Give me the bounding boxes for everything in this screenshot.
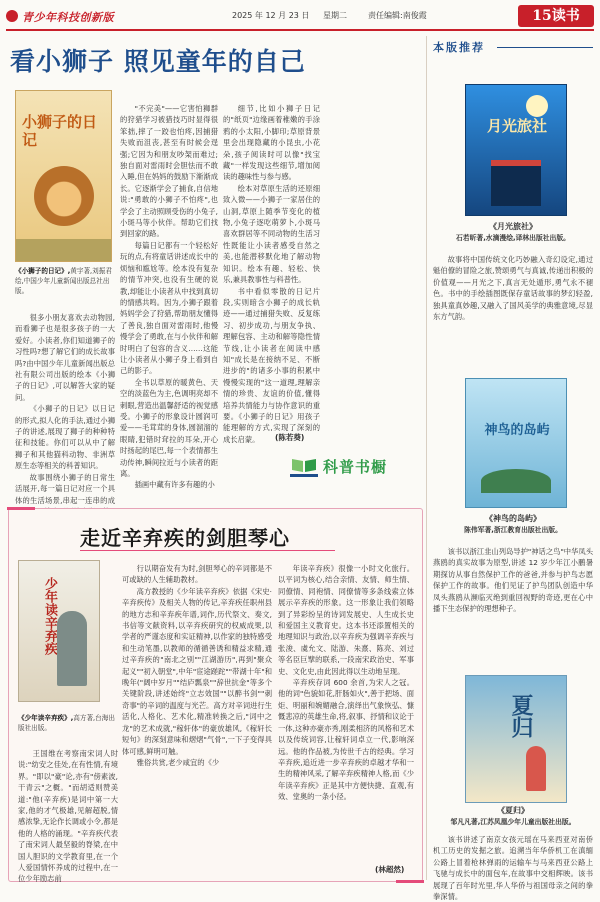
paragraph: 行以期奋发有为时,剑胆琴心的辛词都是不可或缺的人生辅助教材。 [122,564,272,585]
paragraph: 该书讲述了南京女孩元瑶在马来西亚对南侨机工历史的发掘之旅。追溯当年华侨机工在滇缅公路上冒着枪林弹雨的运输车与马来西亚公路上飞驰与成长中的面包车,在故事中交相辉映。该书展现了百年时光里,华人华侨与祖国母亲之间的拳拳深情。 [433,835,593,902]
book-cover-lion-diary [15,90,112,262]
cover-title: 夏归 [508,694,534,738]
paragraph: 绘本对草原生活的还原细致入微——小狮子一家居住的山洞,草原上随季节变化的植物,小兔子逐吃萌萝卜,小斑马喜欢群居等不同动物的生活习性既能让小读者感受自然之美,也能潜移默化地了解动物知识。绘本有趣、轻松、快乐,兼具教事性与科普性。 [223,183,320,285]
book1-caption [433,222,593,243]
cover-title: 小狮子的日记 [22,113,98,149]
book1-title: 《月光旅社》 [489,222,537,231]
open-book-icon [290,458,318,477]
sidebar-heading-bar [433,38,593,56]
paragraph: 每篇日记都有一个轻松好玩的点,有将童话讲述成长中的烦恼和尴尬等。绘本没有复杂的情节冲突,也没有生硬的说教,却能让小读者从中找到真切的情感共鸣。因为,小狮子跟着妈妈学会了狩猎,帮助朋友懂得了善良,独自面对雷雨时,他慢慢学会了勇敢,在与小伙伴和解时明白了包容的含义……这能让小读者从小狮子身上看到自己的影子。 [120,240,218,376]
paragraph: "不完美"——它害怕狮群的狩猎学习被猎技巧时显得很笨拙,摔了一跤也怕疼,因捕猎失败而沮丧,甚至有时候会逞强;它因为和朋友吵架而难过;独自面对雷雨时会胆怯而不敢入睡,但在妈妈的鼓励下渐渐成长。它逐渐学会了捕食,自信地说:"勇敢的小狮子不怕疼",也学会了主动照顾受伤的小兔子,小斑马等小伙伴。帮助它们找到回家的路。 [120,104,218,239]
paragraph: 王国维在考察南宋词人时说:"幼安之佳处,在有性情,有境界。"即以"豪"论,亦有"傍素波,干青云"之概。"而胡适则赞美道:"他(辛弃疾)是词中第一大家,他的才气极雄,见解超脱,情感浓挚,无论作长调或小令,都是他的人格的涌现。"辛弃疾代表了南宋词人最坚毅的脊梁,在中国人胆识的文学教育里,在一个人爱国情怀养成的过程中,在一位少年励志前 [18,749,118,884]
frame-corner-right [396,880,424,883]
brand-logo-icon [6,10,18,22]
issue-weekday: 星期二 [323,11,347,20]
book3-title: 《夏归》 [497,806,529,815]
lion-illustration-icon [34,166,94,226]
headline-underline [80,550,335,551]
masthead [0,0,600,34]
frame-corner-left [7,507,35,510]
paragraph: 书中看似零散的日记片段,实则暗含小狮子的成长轨迹——通过捕猎失败、反复练习、初步成功,与朋友争执、理解包容、主动和解等隐性情节线,让小读者在阅读中感知"成长是在接纳不足、不断进步的"的诸多小事的积累中慢慢实现的"这一道理,理解亲情的珍贵、友谊的价值,懂得培养共情能力与协作意识的重要。《小狮子的日记》用孩子能理解的方式,实现了深刻的成长启蒙。 [223,286,320,444]
scholar-figure-icon [57,611,87,686]
section-logo-label: 科普书橱 [323,458,388,476]
paragraph: 故事围绕小狮子的日常生活展开,每一篇日记对应一个具体的生活场景,串起一连串的成 [15,472,115,505]
cover-title: 神鸟的岛屿 [484,423,550,438]
heading-rule [497,47,593,48]
article2-headline: 走近辛弃疾的剑胆琴心 [80,526,290,550]
paragraph: 细节,比如小狮子日记的"纸页"边缘画着稚嫩的手涂鸦的小太阳,小脚印;草原背景里会出现隐藏的小昆虫,小花朵,孩子阅读时可以像"找宝藏"一样发现这些细节,增加阅读的趣味性与参与感。 [223,104,320,182]
article2-column-2 [122,563,272,876]
cover-title: 月光旅社 [486,117,547,135]
inn-building-icon [491,160,541,206]
book-cover-xin-qiji [18,560,100,702]
island-icon [481,469,551,493]
section-brand: 青少年科技创新版 [22,11,114,24]
book3-description [433,834,593,902]
article2-caption [18,713,118,733]
article2-author: (林超然) [375,865,405,874]
book2-description [433,546,593,668]
grass-strip [16,239,111,261]
caption-credits: 黄宇著,刘振君绘,中国少年儿童新闻出版总社出版。 [15,267,112,295]
article2-column-1 [18,748,118,884]
book2-title: 《神鸟的岛屿》 [485,514,541,523]
article2-column-3 [278,563,414,863]
book-cover-divine-bird-island [465,378,567,508]
paragraph: 辛弃疾存词 600 余首,为宋人之冠。他的词"色貌如花,肝肠如火",善于把场、面炬、明丽和婉媚融合,演绎出气象恢弘、慷慨悲凉的英雄生命,将,叙事、抒情和议论于一体,这种亦豪亦秀,刚柔相济的风格和艺术以及传统词容,让稼轩词卓立一代,影响深远。他的作品被,为传世千古的经典。学习辛弃疾,追近进一步辛弃疾的卓越才华和一生的精神风采,了解辛弃疾精神人格,而《少年读辛弃疾》正是其中方便快捷、直观,有效、堂奥的一条小径。 [278,678,414,802]
paragraph: 该书以浙江韭山列岛导护"神话之鸟"中华凤头燕鸥的真实故事为原型,讲述 12 岁少年江小鹏暑期探访从事自然保护工作的爸爸,并参与护鸟志愿保护工作的故事。他们见证了护鸟团队创造中华凤头燕鸥从濒临灭绝到重回视野的奇迹,更在心中播下生态保护的理想种子。 [433,547,593,614]
paragraph: 很多小朋友喜欢去动物园,而看狮子也是很多孩子的一大爱好。小读者,你们知道狮子的习性吗?想了解它们的成长故事吗?由中国少年儿童新闻出版总社有限公司出版的绘本《小狮子的日记》,可以解答大家的疑问。 [15,313,115,402]
issue-date: 2025 年 12 月 23 日 [232,11,310,20]
book1-authors: 石若昕著,水滴漫绘,译林出版社出版。 [456,233,570,242]
article1-column-2 [120,103,218,491]
cover-title: 少年读辛弃疾 [42,577,57,655]
book2-caption [433,514,593,535]
sidebar-divider [426,36,427,880]
book-cover-summer-return [465,675,567,803]
article1-caption [15,266,115,296]
paragraph: 年读辛弃疾》很像一小时文化旅行。以平词为核心,结合亲情、友情、师生情、同僚情、同袍情、同僚情等多条线索立体展示辛弃疾的形象。这一形象让我们领略到了异彩纷呈的诗词发展史、人生成长史和爱国主义教育史。这本书还添置相关的地理知识与政治,以辛弃疾为强调辛弃疾与张浚、虞允文、陆游、朱熹、陈亮、刘过等名臣巨擘的联系,一段南宋政治史、军事史、文化史,由此因此得以生动地呈现。 [278,564,414,676]
paragraph: 插画中藏有许多有趣的小 [134,480,215,490]
paragraph: 高方教授的《少年读辛弃疾》依据《宋史·辛弃疾传》及相关人物的传记,辛弃疾任职州县的地方志和辛弃疾年谱,词作,历代祭文、奏文,书信等文献资料,以辛弃疾研究的权威成果,以学者的严谨态度和实证精神,以作家的独特感受和生动笔墨,以教师的循循善诱和精益求精,通过辛弃疾的"南北之别""江湖游历",再到"聚众起义""初入朝堂",中年"宦途蹉跎""带湖十年"和晚年("阔中岁月""结庐瓢泉""辞世抗金"等多个关键阶段,讲述始终"立志效国""以醉书剑""刺奇事"的辛词的温度与光芒。高方对辛词进行生活化,人格化、艺术化,精准转换之后,"词中之龙"的艺术成就,"稼轩体"的豪放雄风,《稼轩长短句》的深刻意味和熠熠"气骨",一下子变得具体可感,鲜明可触。 [122,586,272,756]
book1-description [433,254,593,364]
book3-authors: 邹凡凡著,江苏凤凰少年儿童出版社出版。 [450,817,576,826]
science-books-logo [290,454,420,480]
book2-authors: 陈伟军著,浙江教育出版社出版。 [464,525,562,534]
paragraph: 《小狮子的日记》以日记的形式,拟人化的手法,通过小狮子的讲述,展现了狮子的种种特征和技能。你们可以从中了解狮子和其他猫科动物、非洲草原生态等相关的科普知识。 [15,404,115,471]
article1-headline: 看小狮子 照见童年的自己 [10,47,306,76]
page-number-label: 15读书 [532,8,580,24]
header-rule [6,29,594,31]
article1-column-1 [15,312,115,505]
article1-author: (陈若葵) [275,433,305,442]
caption-book-title: 《小狮子的日记》, [15,267,71,275]
paragraph: 雅俗共赏,老少咸宜的《少 [136,757,220,767]
responsible-editor: 责任编辑:南俊霞 [368,11,427,20]
girl-figure-icon [526,746,546,791]
book3-caption [433,806,593,827]
caption-credits: 高方著,台海出版社出版。 [18,714,115,732]
caption-book-title: 《少年读辛弃疾》, [18,714,74,722]
paragraph: 故事将中国传统文化巧妙融入奇幻设定,通过魁伯僚的冒险之旅,赞颂勇气与真诚,传递出积极的价值观——月光之下,真言无处遁形,勇气永不褪色。书中的手绘插图既保存童话故事的梦幻轻盈,独具童真妙趣,又融入了国风美学的典雅意境,尽显东方气韵。 [433,255,593,322]
page-number-tab [518,5,594,27]
sidebar-heading: 本版推荐 [433,41,485,54]
moon-icon [526,95,548,117]
paragraph: 全书以草原的暖黄色、天空的淡蓝色为主,色调明亮却不刺眼,营造出温馨舒适的视觉感受。小狮子的形象设计圆润可爱——毛茸茸的身体,圆溜溜的眼睛,犯错时耷拉的耳朵,开心时扬起的尾巴,每一个表情都生动传神,瞬间拉近与小读者的距离。 [120,377,218,478]
book-cover-moonlight-inn [465,84,567,216]
